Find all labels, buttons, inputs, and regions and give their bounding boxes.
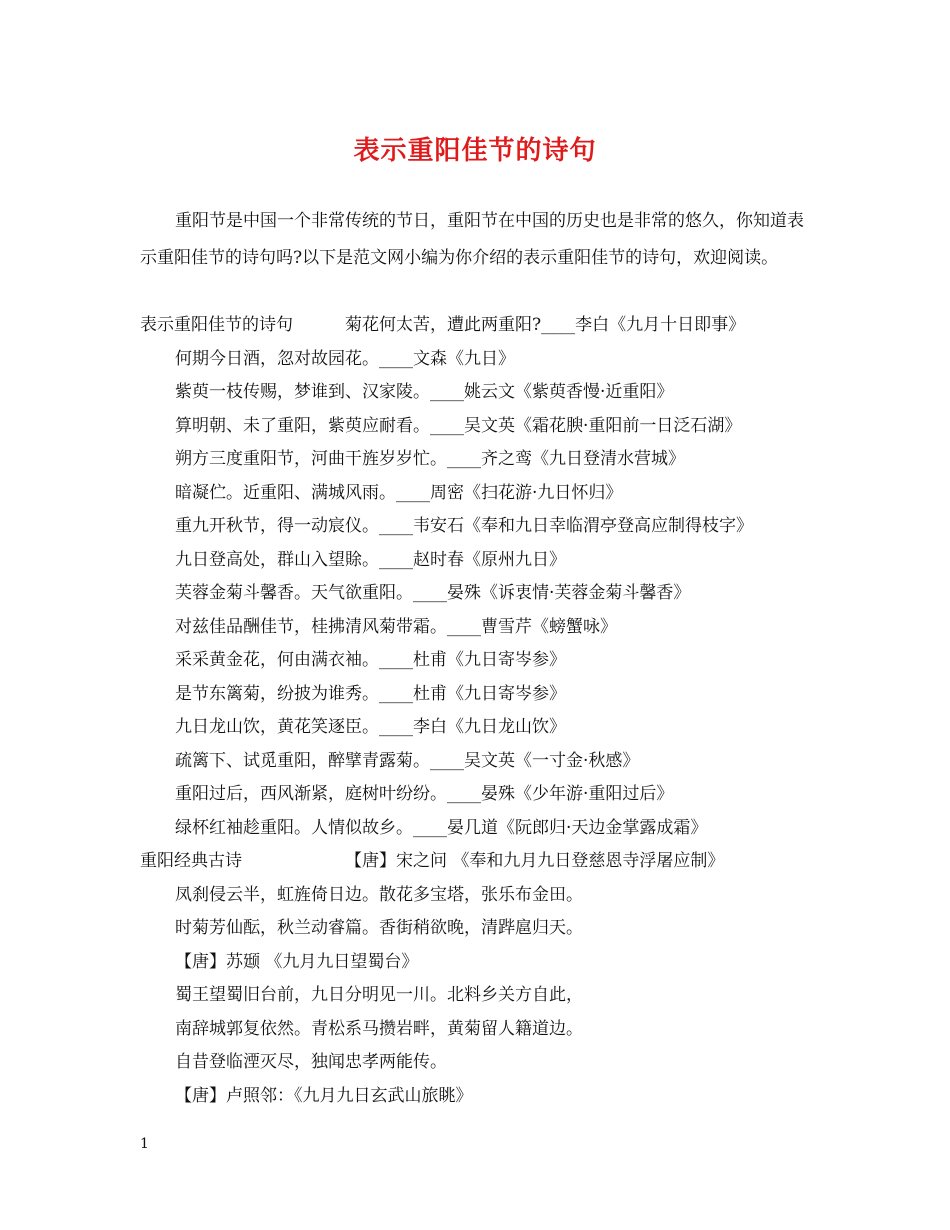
line-text: 重九开秋节，得一动宸仪。____韦安石《奉和九日幸临渭亭登高应制得枝字》 — [175, 516, 753, 536]
line-text: 绿杯红袖趁重阳。人情似故乡。____晏几道《阮郎归·天边金掌露成霜》 — [175, 817, 708, 838]
poem-line — [0, 711, 950, 745]
line-text: 凤刹侵云半，虹旌倚日边。散花多宝塔，张乐布金田。 — [175, 884, 583, 905]
line-text: 菊花何太苦，遭此两重阳?____李白《九月十日即事》 — [345, 315, 746, 335]
line-text: 朔方三度重阳节，河曲干旌岁岁忙。____齐之鸾《九日登清水营城》 — [175, 449, 685, 469]
line-text: 蜀王望蜀旧台前，九日分明见一川。北料乡关方自此， — [175, 985, 583, 1005]
section-label: 重阳经典古诗 — [140, 851, 242, 871]
line-text: 【唐】宋之问 《奉和九月九日登慈恩寺浮屠应制》 — [345, 851, 725, 871]
poem-line — [0, 510, 950, 544]
line-text: 九日龙山饮，黄花笑逐臣。____李白《九日龙山饮》 — [175, 717, 566, 737]
line-text: 是节东篱菊，纷披为谁秀。____杜甫《九日寄岑参》 — [175, 683, 566, 704]
poem-line — [0, 979, 950, 1013]
line-text: 算明朝、未了重阳，紫萸应耐看。____吴文英《霜花腴·重阳前一日泛石湖》 — [175, 415, 742, 436]
line-text: 对兹佳品酬佳节，桂拂清风菊带霜。____曹雪芹《螃蟹咏》 — [175, 616, 617, 637]
line-text: 时菊芳仙酝，秋兰动睿篇。香街稍欲晚，清跸扈归天。 — [175, 918, 583, 938]
poem-line — [0, 912, 950, 946]
poem-line — [0, 778, 950, 812]
line-text: 暗凝伫。近重阳、满城风雨。____周密《扫花游·九日怀归》 — [175, 482, 623, 503]
document-title: 表示重阳佳节的诗句 — [353, 136, 597, 166]
section-label: 表示重阳佳节的诗句 — [140, 315, 293, 335]
poem-line — [0, 611, 950, 645]
poem-line — [0, 745, 950, 779]
section-heading-line — [0, 309, 950, 343]
intro-paragraph: 重阳节是中国一个非常传统的节日，重阳节在中国的历史也是非常的悠久，你知道表示重阳佳节的诗句吗?以下是范文网小编为你介绍的表示重阳佳节的诗句，欢迎阅读。 — [140, 211, 804, 268]
poem-line — [0, 577, 950, 611]
poem-line — [0, 410, 950, 444]
poem-line — [0, 812, 950, 846]
line-text: 九日登高处，群山入望賖。____赵时春《原州九日》 — [175, 549, 566, 570]
line-text: 芙蓉金菊斗馨香。天气欲重阳。____晏殊《诉衷情·芙蓉金菊斗馨香》 — [175, 583, 691, 603]
poem-line — [0, 376, 950, 410]
section-heading-line — [0, 845, 950, 879]
line-text: 采采黄金花，何由满衣袖。____杜甫《九日寄岑参》 — [175, 650, 566, 670]
poem-line — [0, 343, 950, 377]
line-text: 何期今日酒，忽对故园花。____文森《九日》 — [175, 348, 515, 369]
poem-line — [0, 544, 950, 578]
poem-line — [0, 946, 950, 980]
poem-line — [0, 644, 950, 678]
poem-line — [0, 678, 950, 712]
line-text: 疏篱下、试觅重阳，醉擘青露菊。____吴文英《一寸金·秋感》 — [175, 750, 640, 771]
poem-lines — [0, 309, 950, 1113]
poem-line — [0, 1013, 950, 1047]
line-text: 紫萸一枝传赐，梦谁到、汉家陵。____姚云文《紫萸香慢·近重阳》 — [175, 382, 674, 402]
poem-line — [0, 477, 950, 511]
line-text: 南辞城郭复依然。青松系马攒岩畔，黄菊留人籍道边。 — [175, 1018, 583, 1039]
line-text: 【唐】苏颋 《九月九日望蜀台》 — [175, 951, 419, 972]
page-number: 1 — [140, 1136, 149, 1152]
line-text: 自昔登临湮灭尽，独闻忠孝两能传。 — [175, 1052, 447, 1072]
line-text: 重阳过后，西风渐紧，庭树叶纷纷。____晏殊《少年游·重阳过后》 — [175, 784, 674, 804]
poem-line — [0, 1080, 950, 1114]
poem-line — [0, 1046, 950, 1080]
poem-line — [0, 443, 950, 477]
line-text: 【唐】卢照邻：《九月九日玄武山旅眺》 — [175, 1085, 473, 1106]
poem-line — [0, 879, 950, 913]
